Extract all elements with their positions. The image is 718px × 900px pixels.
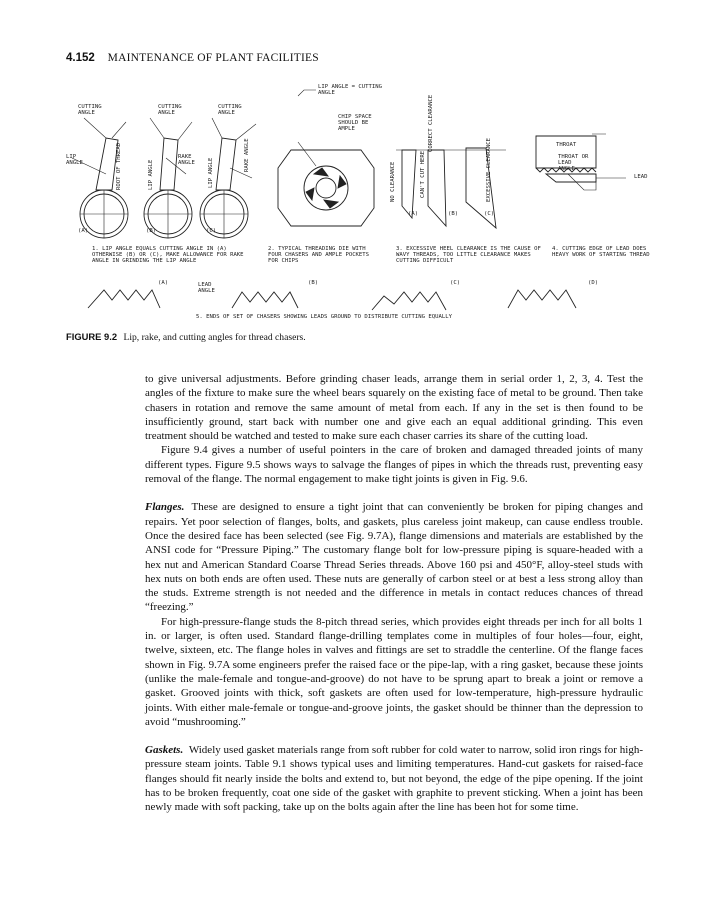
- label-root-of-thread: ROOT OF THREAD: [116, 142, 122, 190]
- figure-9-2: [66, 78, 666, 328]
- label-cutting-angle-3: CUTTING ANGLE: [218, 104, 242, 117]
- label-lead-angle: LEAD ANGLE: [198, 282, 215, 295]
- label-a: (A): [78, 228, 89, 234]
- label-lip-angle-v2: LIP ANGLE: [208, 157, 214, 188]
- panel-2-threading-die: [278, 90, 374, 226]
- label-no-clearance: NO CLEARANCE: [390, 161, 396, 202]
- note-2: 2. TYPICAL THREADING DIE WITH FOUR CHASERS AND AMPLE POCKETS FOR CHIPS: [268, 246, 370, 265]
- label-excessive-clearance: EXCESSIVE CLEARANCE: [486, 138, 492, 202]
- label-rake-angle-v: RAKE ANGLE: [244, 138, 250, 172]
- label-correct-clearance: CORRECT CLEARANCE: [428, 94, 434, 152]
- body-text: [145, 372, 643, 815]
- label-lip-eq-cutting: LIP ANGLE = CUTTING ANGLE: [318, 84, 382, 97]
- label-rake-angle: RAKE ANGLE: [178, 154, 195, 167]
- label-c: (C): [206, 228, 217, 234]
- paragraph: [145, 372, 643, 443]
- paragraph-text: For high-pressure-flange studs the 8-pitch thread series, which provides eight threads per inch for all bolts 1 in. or larger, is often used. Standard flange-drilling templates come in multiples of four holes—four, eight, twelve, sixteen, etc. The flange holes in valves and fittings are set to straddle the centerline. Of the flange faces shown in Fig. 9.7A some engineers prefer the raised face or the pipe-lap, with a ring gasket, because these joints (unlike the male-female and tongue-and-groove) do not have to be sprung apart to break a joint or remove a gasket. Grooved joints with thick, soft gaskets are often used for low-temperature, high-pressure hydraulic joints. With either male-female or tongue-and-groove joints, the gasket should be thinner than the depression to avoid “mushrooming.”: [145, 615, 643, 728]
- panel-1-lip-angles: [72, 118, 256, 238]
- label-chaser-b: (B): [308, 280, 319, 286]
- figure-number: FIGURE 9.2: [66, 331, 118, 342]
- label-b2: (B): [448, 211, 459, 217]
- note-1: 1. LIP ANGLE EQUALS CUTTING ANGLE IN (A) OTHERWISE (B) OR (C), MAKE ALLOWANCE FOR RAKE ANGLE IN GRINDING THE LIP ANGLE: [92, 246, 244, 265]
- label-cant-cut-here: CAN'T CUT HERE: [420, 150, 426, 198]
- running-header: [66, 52, 319, 64]
- label-chip-space: CHIP SPACE SHOULD BE AMPLE: [338, 114, 372, 133]
- paragraph: [145, 743, 643, 814]
- label-chaser-a: (A): [158, 280, 169, 286]
- panel-5-chaser-ends: [88, 290, 576, 310]
- label-throat: THROAT: [556, 142, 577, 148]
- page-number: 4.152: [66, 52, 95, 64]
- figure-caption: [66, 331, 306, 343]
- label-b: (B): [146, 228, 157, 234]
- running-title: MAINTENANCE OF PLANT FACILITIES: [107, 52, 319, 64]
- label-cutting-angle-2: CUTTING ANGLE: [158, 104, 182, 117]
- run-in-heading: Flanges.: [145, 501, 185, 514]
- note-4: 4. CUTTING EDGE OF LEAD DOES HEAVY WORK OF STARTING THREAD: [552, 246, 650, 259]
- note-5: 5. ENDS OF SET OF CHASERS SHOWING LEADS GROUND TO DISTRIBUTE CUTTING EQUALLY: [196, 314, 452, 320]
- label-cutting-angle-1: CUTTING ANGLE: [78, 104, 102, 117]
- paragraph-text: Widely used gasket materials range from soft rubber for cold water to narrow, solid iron rings for high-pressure steam joints. Table 9.1 shows typical uses and limiting temperatures. Hand-cut gaskets for raised-face flanges should fit nearly inside the bolts and extend to, but not beyond, the edge of the pipe opening. If the joint has to be broken frequently, coat one side of the gasket with graphite to prevent sticking. When a joint has been newly made with soft packing, take up on the bolts again after the line has been hot for some time.: [145, 744, 643, 814]
- label-lip-angle-v1: LIP ANGLE: [148, 159, 154, 190]
- paragraph-text: Figure 9.4 gives a number of useful pointers in the care of broken and damaged threaded joints of many different types. Figure 9.5 shows ways to salvage the flanges of pipes in which the threads rust, preventing easy removal of the flange. The normal engagement to make tight joints is given in Fig. 9.6.: [145, 444, 643, 486]
- paragraph-text: These are designed to ensure a tight joint that can conveniently be broken for piping changes and repairs. Yet poor selection of flanges, bolts, and gaskets, plus careless joint makeup, can cause endless trouble. Once the desired face has been selected (see Fig. 9.7A), flange dimensions and materials are established by the ANSI code for “Pressure Piping.” The customary flange bolt for low-pressure piping is square-headed with a hex nut and American Standard Coarse Thread Series threads. Above 160 psi and 450°F, alloy-steel studs with hex nuts on both ends are often used. These nuts are generally of carbon steel or at best a less strong alloy than the studs. Extreme strength is not needed and the difference in metals in contact reduces chances of thread “freezing.”: [145, 501, 644, 614]
- paragraph-text: to give universal adjustments. Before grinding chaser leads, arrange them in serial order 1, 2, 3, 4. Test the angles of the fixture to make sure the wheel bears squarely on the existing face of metal to be ground. Then take chasers in rotation and remove the same amount of metal from each. If any in the set is then found to be insufficiently ground, start back with number one and give each an equal additional grinding. This even treatment should be watched and tested to make sure each chaser carries its share of the cutting load.: [145, 373, 643, 443]
- label-c2: (C): [484, 211, 495, 217]
- figure-caption-text: Lip, rake, and cutting angles for thread chasers.: [123, 332, 306, 343]
- label-lip-angle: LIP ANGLE: [66, 154, 83, 167]
- note-3: 3. EXCESSIVE HEEL CLEARANCE IS THE CAUSE OF WAVY THREADS, TOO LITTLE CLEARANCE MAKES CUTTING DIFFICULT: [396, 246, 541, 265]
- paragraph: [145, 615, 643, 729]
- label-a2: (A): [408, 211, 419, 217]
- paragraph: [145, 500, 643, 614]
- label-chaser-c: (C): [450, 280, 461, 286]
- paragraph: [145, 443, 643, 486]
- run-in-heading: Gaskets.: [145, 744, 184, 757]
- label-chaser-d: (D): [588, 280, 599, 286]
- label-throat-lead: THROAT OR LEAD ANGLE: [558, 154, 589, 173]
- label-lead: LEAD: [634, 174, 648, 180]
